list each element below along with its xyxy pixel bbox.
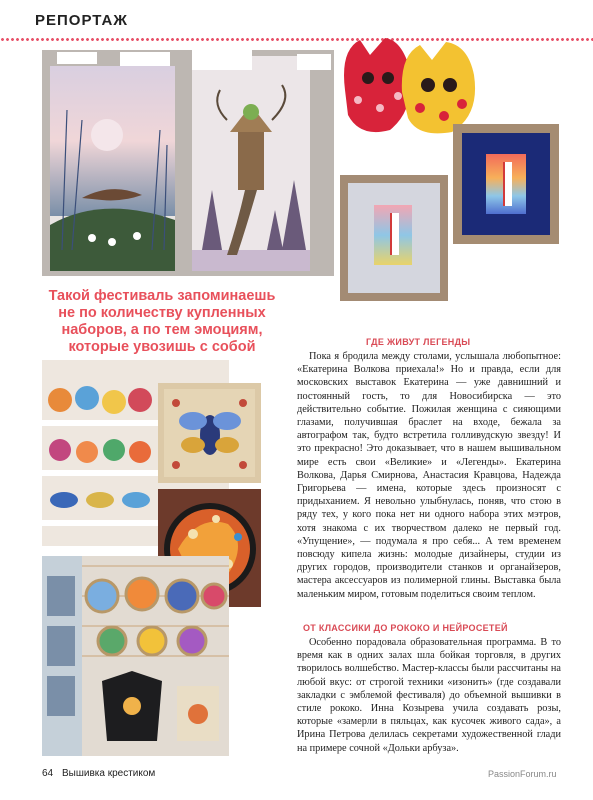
pull-quote-line: Такой фестиваль запоминаешь [48,288,276,304]
photo-framed-lighthouse-2 [453,124,559,244]
section-header: РЕПОРТАЖ [35,12,128,29]
photo-cat-ornaments [340,30,490,138]
paragraph: Особенно порадовала образовательная программа. В то время как в одних залах шла бойкая торговля, в других творилось волшебство. Мастер-классы были рассчитаны на любой вкус: от строгой техники «изонить» (где создавали закладки с эмблемой фестиваля) до объемной вышивки в стиле рококо. Инна Козырева учила создавать розы, которые «замерли в пяльцах, как кусочек живого сада», а Ирина Петрова делилась секретами художественной глади на примере сочной «Дольки арбуза». [297,637,561,754]
section-heading: ОТ КЛАССИКИ ДО РОКОКО И НЕЙРОСЕТЕЙ [303,623,508,633]
magazine-title: Вышивка крестиком [62,768,156,779]
photo-embroidery-display [42,50,334,276]
pull-quote [42,288,282,356]
watermark: PassionForum.ru [488,769,557,779]
pull-quote-line: наборов, а по тем эмоциям, [61,322,263,338]
photo-bee-embroidery [158,383,261,483]
page-number: 64 [42,768,54,779]
pull-quote-line: которые увозишь с собой [68,339,256,355]
article-body [297,350,561,601]
article-body [297,636,561,755]
photo-hoops-wall [42,556,229,756]
paragraph: Пока я бродила между столами, услышала любопытное: «Екатерина Волкова приехала!» Но и правда, если для московских выставок Екатерина — уже давнишний и постоянный гость, то для Новосибирска — это действительно событие. Пожилая женщина с сияющими глазами, получившая браслет на входе, бежала за автографом так, будто встретила голливудскую звезду! И это прекрасно! Это доказывает, что в нашем вышивальном мире есть свои «Великие» и «Легенды». Екатерина Волкова, Дарья Смирнова, Анастасия Кравцова, Надежда Григорьева — имена, которые здесь произносят с придыханием. Я невольно улыбнулась, поняв, что стою в ряду тех, у кого пока нет ни одного набора этих мэтров, хотя знакома с их творчеством далеко не первый год. «Упущение», — подумала я про себя... А тем временем повсюду кипела жизнь: молодые дизайнеры, студии из других городов, производители станков и органайзеров, мастера аксессуаров из полимерной глины. Выставка была маленьким миром, готовым поделиться своим теплом. [297,351,561,600]
photo-framed-lighthouse-1 [340,175,448,301]
section-heading: ГДЕ ЖИВУТ ЛЕГЕНДЫ [366,337,471,347]
pull-quote-line: не по количеству купленных [58,305,266,321]
dotted-divider [0,37,593,42]
